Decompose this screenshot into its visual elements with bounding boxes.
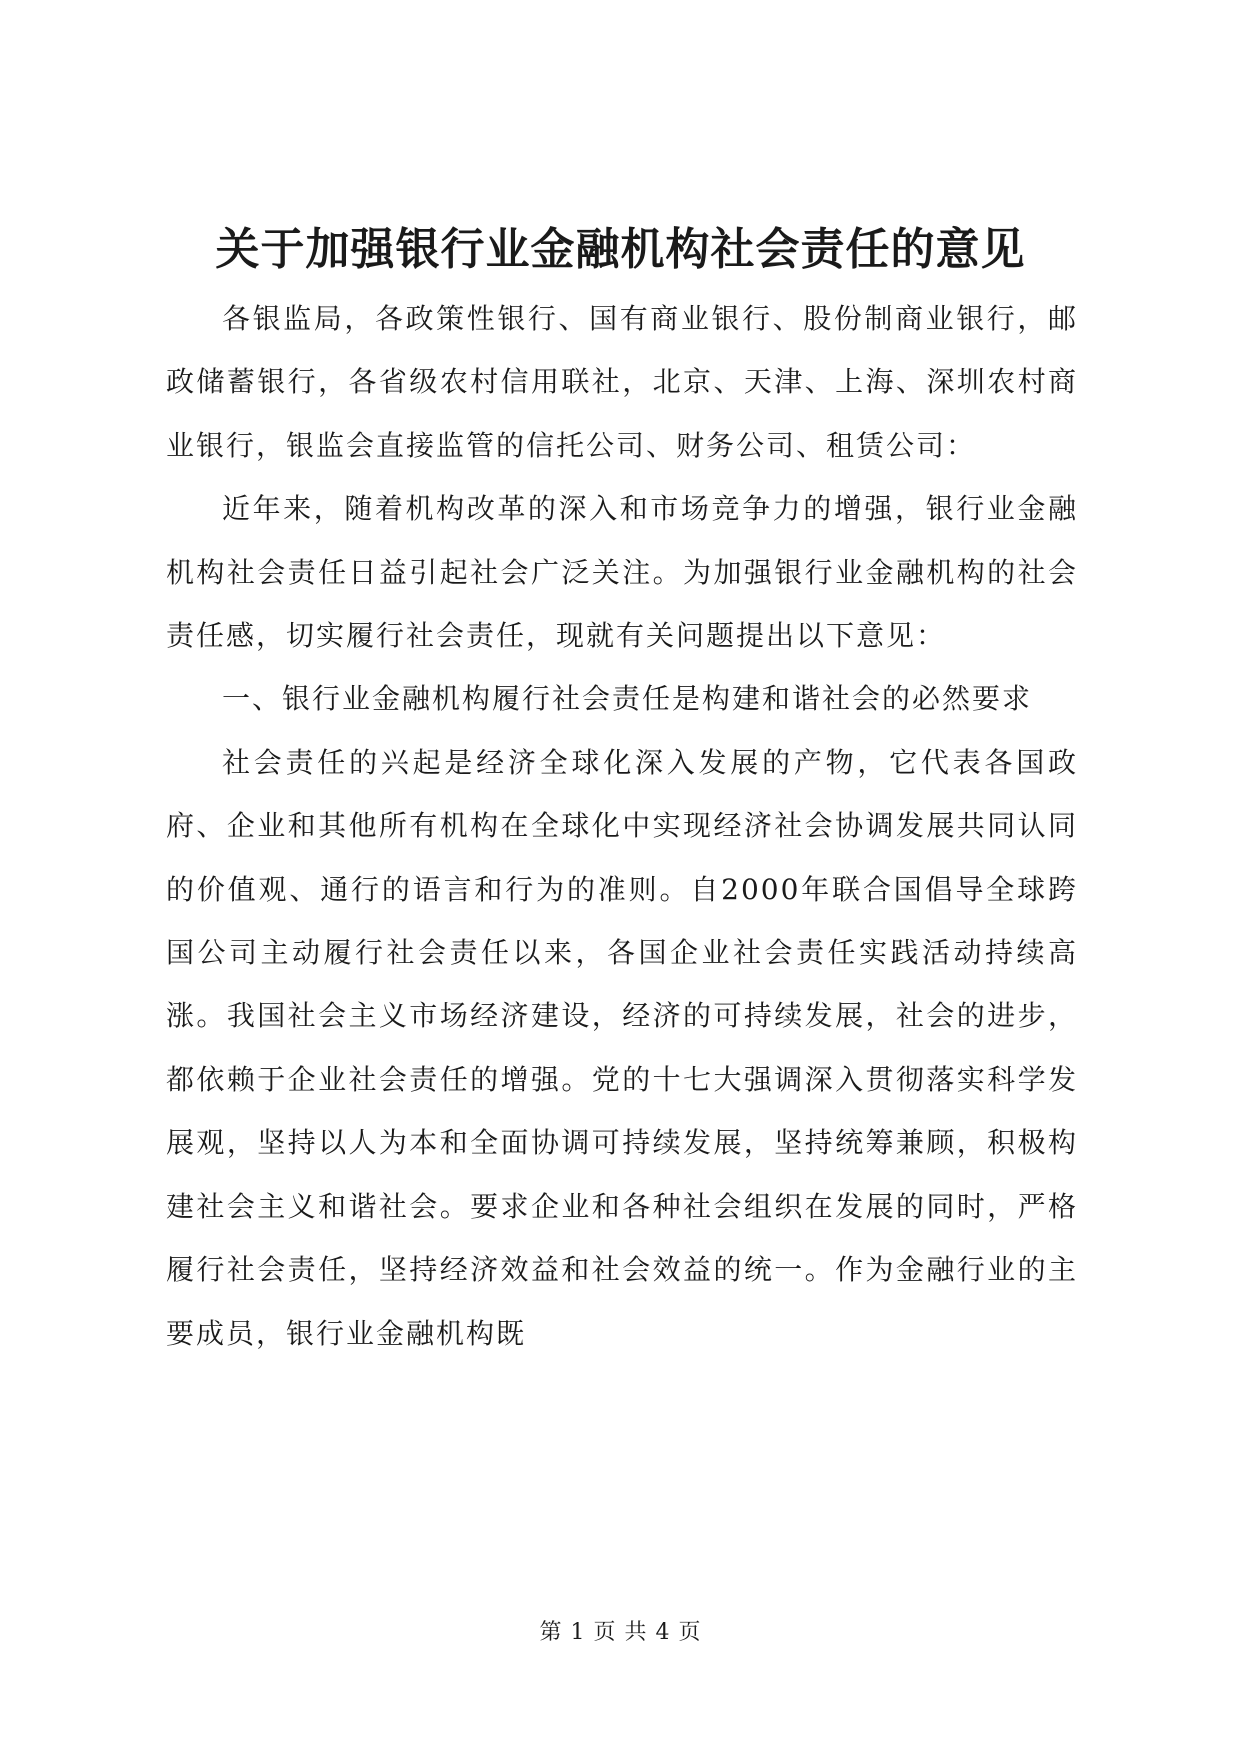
section-heading-1: 一、银行业金融机构履行社会责任是构建和谐社会的必然要求 [222, 682, 1033, 716]
document-body [166, 287, 1078, 1365]
document-title: 关于加强银行业金融机构社会责任的意见 [215, 224, 1026, 275]
page-footer: 第 1 页 共 4 页 [539, 1620, 702, 1645]
paragraph-intro: 近年来，随着机构改革的深入和市场竞争力的增强，银行业金融机构社会责任日益引起社会广泛关注。为加强银行业金融机构的社会责任感，切实履行社会责任，现就有关问题提出以下意见： [166, 492, 1078, 653]
paragraph-addressees: 各银监局，各政策性银行、国有商业银行、股份制商业银行，邮政储蓄银行，各省级农村信用联社，北京、天津、上海、深圳农村商业银行，银监会直接监管的信托公司、财务公司、租赁公司： [166, 302, 1078, 462]
paragraph-section-1: 社会责任的兴起是经济全球化深入发展的产物，它代表各国政府、企业和其他所有机构在全球化中实现经济社会协调发展共同认同的价值观、通行的语言和行为的准则。自2000年联合国倡导全球跨国公司主动履行社会责任以来，各国企业社会责任实践活动持续高涨。我国社会主义市场经济建设，经济的可持续发展，社会的进步，都依赖于企业社会责任的增强。党的十七大强调深入贯彻落实科学发展观，坚持以人为本和全面协调可持续发展，坚持统筹兼顾，积极构建社会主义和谐社会。要求企业和各种社会组织在发展的同时，严格履行社会责任，坚持经济效益和社会效益的统一。作为金融行业的主要成员，银行业金融机构既 [166, 745, 1078, 1350]
